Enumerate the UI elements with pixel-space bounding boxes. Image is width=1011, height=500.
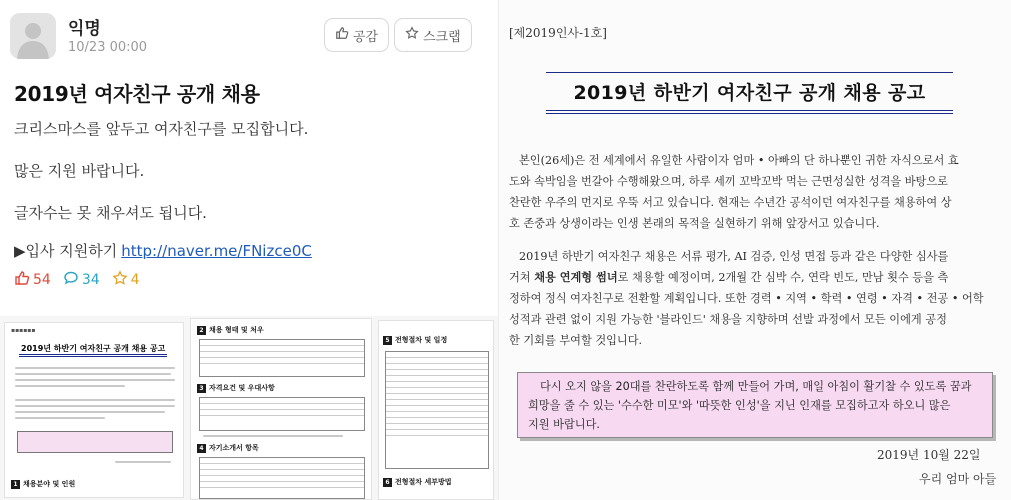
- text-line: [15, 399, 175, 401]
- thumbs-up-icon: [335, 26, 349, 44]
- author-name: 익명: [68, 19, 101, 39]
- scrap-button[interactable]: [394, 18, 472, 52]
- like-count[interactable]: [14, 270, 51, 290]
- text-line: [15, 417, 105, 419]
- paragraph-line: 성적과 관련 없이 지원 가능한 '블라인드' 채용을 지향하며 선발 과정에서 모든 이에게 공정: [509, 313, 947, 326]
- scrap-count[interactable]: [112, 270, 140, 290]
- invitation-box: [517, 372, 993, 438]
- post-date: 10/23 00:00: [68, 40, 148, 55]
- thumbs-up-icon: [14, 270, 30, 290]
- invitation-line: 지원 바랍니다.: [528, 418, 600, 431]
- paragraph-line: 2019년 하반기 여자친구 채용은 서류 평가, AI 검증, 인성 면접 등과 같은 다양한 심사를: [519, 250, 949, 263]
- comment-count[interactable]: [63, 270, 100, 290]
- post-body-line: 크리스마스를 앞두고 여자친구를 모집합니다.: [14, 120, 309, 138]
- recruitment-notice-image: [498, 0, 1011, 500]
- comment-icon: [63, 270, 79, 290]
- apply-link[interactable]: http://naver.me/FNizce0C: [121, 242, 312, 260]
- scrap-label: 스크랩: [423, 29, 461, 45]
- avatar: [10, 13, 56, 59]
- paragraph-text: 거쳐: [509, 271, 531, 284]
- post-stats: [14, 270, 140, 290]
- text-line: [203, 435, 343, 437]
- mini-table: [199, 397, 365, 431]
- text-line: [15, 411, 165, 413]
- attached-images: [0, 316, 498, 500]
- mini-table: [385, 351, 489, 469]
- section-heading: 1 채용분야 및 인원: [11, 479, 75, 489]
- comment-count-value: 34: [81, 272, 100, 288]
- notice-paragraph-1: [509, 150, 959, 234]
- mini-table: [199, 339, 365, 377]
- notice-date: 2019년 10월 22일: [877, 448, 981, 462]
- highlight-box: [17, 431, 173, 453]
- paragraph-line: 정하여 정식 여자친구로 전환할 계획입니다. 또한 경력 • 지역 • 학력 • 연령 • 자격 • 전공 • 어학: [509, 292, 984, 305]
- post-title: 2019년 여자친구 공개 채용: [14, 82, 260, 106]
- star-icon: [405, 26, 419, 44]
- doc-number-mini: ▪▪▪▪▪▪: [11, 327, 36, 334]
- section-heading: 5 전형절차 및 일정: [383, 335, 447, 345]
- mini-doc-title: 2019년 하반기 여자친구 공개 채용 공고: [19, 343, 167, 357]
- section-heading: 2 채용 형태 및 처우: [197, 325, 264, 335]
- notice-title: 2019년 하반기 여자친구 공개 채용 공고: [546, 72, 953, 114]
- like-count-value: 54: [33, 272, 51, 288]
- like-button[interactable]: [324, 18, 389, 52]
- paragraph-text: 로 채용할 예정이며, 2개월 간 심박 수, 연락 빈도, 만남 횟수 등을 측: [617, 271, 949, 284]
- invitation-line: 희망을 줄 수 있는 '수수한 미모'와 '따뜻한 인성'을 지닌 인재를 모집하고자 하오니 많은: [528, 399, 951, 412]
- paragraph-line: 본인(26세)은 전 세계에서 유일한 사람이자 엄마 • 아빠의 단 하나뿐인 귀한 자식으로서 효: [519, 154, 959, 167]
- scrap-count-value: 4: [130, 272, 140, 288]
- text-line: [15, 405, 175, 407]
- mini-table: [199, 457, 365, 499]
- text-line: [15, 385, 125, 387]
- notice-paragraph-2: [509, 246, 984, 351]
- text-line: [15, 379, 175, 381]
- apply-label: ▶입사 지원하기: [14, 242, 118, 260]
- paragraph-line: [509, 267, 984, 288]
- paragraph-line: 한 기회를 부여할 것입니다.: [509, 334, 643, 347]
- star-icon: [112, 270, 128, 290]
- section-heading: 6 전형절차 세부방법: [383, 477, 452, 487]
- apply-row: [14, 240, 312, 261]
- community-post: [0, 0, 498, 500]
- attachment-thumbnail[interactable]: [4, 322, 184, 498]
- post-body-line: 글자수는 못 채우셔도 됩니다.: [14, 204, 207, 222]
- paragraph-line: 호 존중과 상생이라는 인생 본래의 목적을 실현하기 위해 앞장서고 있습니다.: [509, 217, 880, 230]
- notice-signature: 우리 엄마 아들: [919, 472, 997, 486]
- attachment-thumbnail[interactable]: [378, 320, 494, 500]
- text-line: [115, 461, 171, 463]
- post-body-line: 많은 지원 바랍니다.: [14, 162, 145, 180]
- section-heading: 4 자기소개서 항목: [197, 443, 259, 453]
- invitation-line: 다시 오지 않을 20대를 찬란하도록 함께 만들어 가며, 매일 아침이 활기찰 수 있도록 꿈과: [540, 380, 972, 393]
- text-line: [15, 367, 175, 369]
- like-label: 공감: [353, 29, 379, 45]
- paragraph-line: 찬란한 우주의 먼지로 우뚝 서고 있습니다. 현재는 수년간 공석이던 여자친구를 채용하여 상: [509, 196, 952, 209]
- text-line: [15, 373, 171, 375]
- section-heading: 3 자격요건 및 우대사항: [197, 383, 275, 393]
- emphasis-text: 채용 연계형 썸녀: [534, 270, 618, 284]
- document-number: [제2019인사-1호]: [509, 26, 607, 40]
- paragraph-line: 도와 속박임을 번갈아 수행해왔으며, 하루 세끼 꼬박꼬박 먹는 근면성실한 성격을 바탕으로: [509, 175, 948, 188]
- attachment-thumbnail[interactable]: [190, 318, 372, 500]
